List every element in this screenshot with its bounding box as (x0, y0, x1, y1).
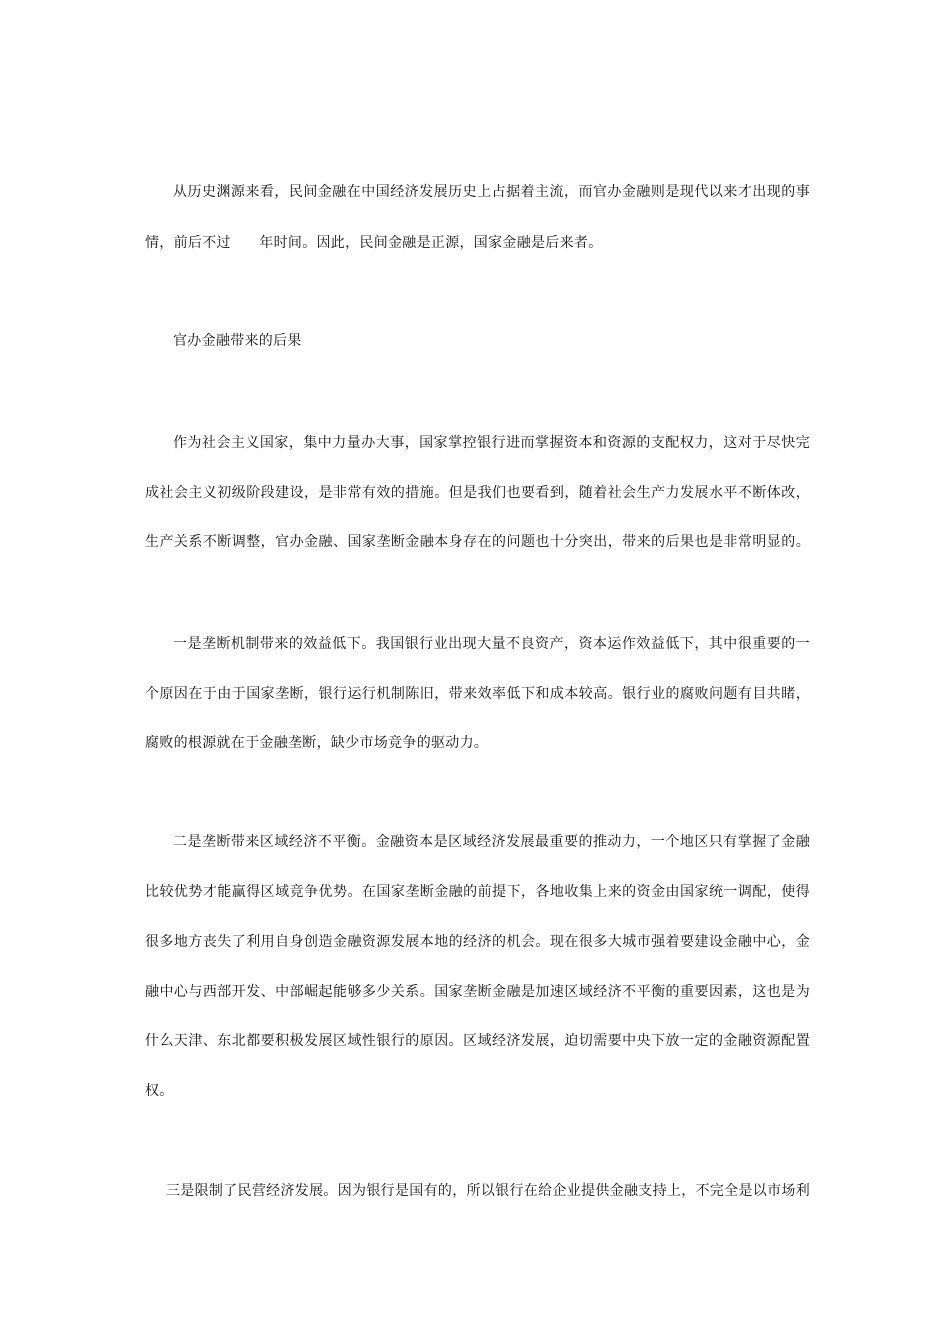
text-line: 很多地方丧失了利用自身创造金融资源发展本地的经济的机会。现在很多大城市强着要建设金融中心，金 (145, 934, 810, 950)
text-line: 作为社会主义国家，集中力量办大事，国家掌控银行进而掌握资本和资源的支配权力，这对于尽快完 (173, 435, 810, 451)
text-line: 一是垄断机制带来的效益低下。我国银行业出现大量不良资产，资本运作效益低下，其中很重要的一 (173, 636, 810, 652)
text-line: 从历史渊源来看，民间金融在中国经济发展历史上占据着主流，而官办金融则是现代以来才出现的事 (173, 184, 810, 200)
text-line: 融中心与西部开发、中部崛起能够多少关系。国家垄断金融是加速区域经济不平衡的重要因素，这也是为 (145, 984, 810, 1000)
text-line: 生产关系不断调整，官办金融、国家垄断金融本身存在的问题也十分突出，带来的后果也是非常明显的。 (145, 534, 810, 550)
text-line: 三是限制了民营经济发展。因为银行是国有的，所以银行在给企业提供金融支持上，不完全是以市场利 (166, 1183, 810, 1199)
text-line: 情，前后不过 年时间。因此，民间金融是正源，国家金融是后来者。 (145, 235, 603, 251)
text-line: 二是垄断带来区域经济不平衡。金融资本是区域经济发展最重要的推动力，一个地区只有掌握了金融 (173, 834, 810, 850)
text-line: 个原因在于由于国家垄断，银行运行机制陈旧，带来效率低下和成本较高。银行业的腐败问题有目共睹， (145, 686, 810, 702)
text-line: 什么天津、东北都要积极发展区域性银行的原因。区域经济发展，迫切需要中央下放一定的金融资源配置 (145, 1033, 810, 1049)
text-line: 比较优势才能赢得区域竞争优势。在国家垄断金融的前提下，各地收集上来的资金由国家统一调配，使得 (145, 884, 810, 900)
heading-text: 官办金融带来的后果 (173, 333, 302, 349)
text-line: 成社会主义初级阶段建设，是非常有效的措施。但是我们也要看到，随着社会生产力发展水平不断体改， (145, 485, 810, 501)
text-line: 权。 (145, 1083, 174, 1099)
text-line: 腐败的根源就在于金融垄断，缺少市场竞争的驱动力。 (145, 735, 489, 751)
